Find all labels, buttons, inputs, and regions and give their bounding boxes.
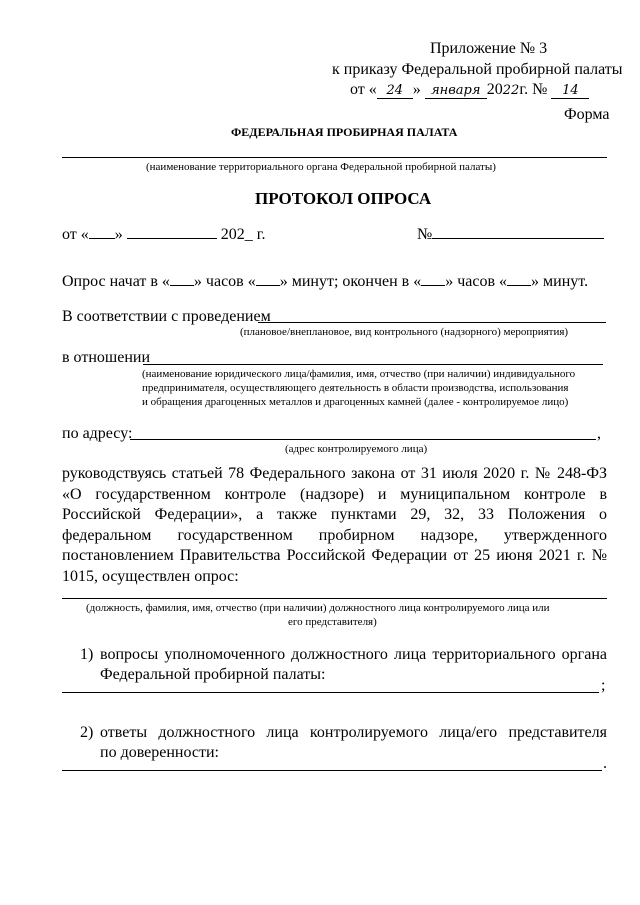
start-hours-field[interactable] [170, 273, 194, 286]
item-1-number: 1) [80, 646, 94, 663]
org-name-line [62, 157, 607, 158]
order-date-after-year: г. № [519, 81, 548, 98]
protocol-day-field[interactable] [89, 226, 115, 239]
end-minutes-field[interactable] [507, 273, 531, 286]
interview-time-line [62, 273, 588, 291]
time-end-label: » минут; окончен в « [279, 273, 422, 290]
regarding-caption-3: и обращения драгоценных металлов и драгоценных камней (далее - контролируемое лицо) [142, 396, 569, 408]
regarding-caption-1: (наименование юридического лица/фамилия, имя, отчество (при наличии) индивидуального [142, 368, 576, 380]
protocol-number-label: № [417, 226, 433, 243]
item-1-answer-field[interactable] [62, 692, 599, 693]
protocol-date [62, 226, 266, 244]
protocol-number [417, 226, 604, 244]
protocol-year: 202_ г. [220, 226, 266, 243]
conduct-field[interactable] [258, 322, 606, 323]
item-1-line-1: вопросы уполномоченного должностного лица территориального органа [100, 646, 607, 663]
address-caption: (адрес контролируемого лица) [285, 443, 428, 455]
protocol-date-from: от « [62, 226, 89, 243]
interviewee-caption-2: его представителя) [288, 616, 377, 628]
interviewee-caption-1: (должность, фамилия, имя, отчество (при наличии) должностного лица контролируемого лица или [86, 602, 550, 614]
item-2-number: 2) [80, 724, 94, 741]
protocol-month-field[interactable] [127, 226, 217, 239]
org-caption: (наименование территориального органа Федеральной пробирной палаты) [146, 161, 496, 173]
org-title: ФЕДЕРАЛЬНАЯ ПРОБИРНАЯ ПАЛАТА [231, 125, 458, 139]
appendix-label: Приложение № 3 [430, 40, 548, 57]
item-2-line-1: ответы должностного лица контролируемого лица/его представителя [100, 724, 607, 741]
address-field[interactable] [130, 439, 596, 440]
order-date-prefix: от « [350, 81, 377, 98]
item-1-end-mark: ; [601, 677, 606, 694]
item-2-line-2: по доверенности: [100, 744, 219, 761]
order-date-day: 24 [377, 83, 413, 99]
form-label: Форма [564, 106, 610, 123]
conduct-label: В соответствии с проведением [62, 308, 271, 325]
interviewee-field[interactable] [62, 598, 607, 599]
order-date-line [350, 81, 589, 99]
address-trailing-comma: , [597, 425, 601, 442]
regarding-field[interactable] [143, 364, 603, 365]
order-date-month: января [425, 83, 487, 99]
item-1-line-2: Федеральной пробирной палаты: [100, 666, 326, 683]
time-hours2-label: » часов « [445, 273, 508, 290]
time-minutes2-label: » минут. [531, 273, 589, 290]
order-reference: к приказу Федеральной пробирной палаты [332, 61, 623, 78]
conduct-caption: (плановое/внеплановое, вид контрольного (надзорного) мероприятия) [240, 326, 569, 338]
regarding-caption-2: предпринимателя, осуществляющего деятельность в области производства, использования [142, 382, 569, 394]
time-start-label: Опрос начат в « [62, 273, 170, 290]
start-minutes-field[interactable] [256, 273, 280, 286]
order-number: 14 [551, 83, 589, 99]
address-label: по адресу: [62, 425, 133, 442]
order-date-year-prefix: 20 [486, 81, 503, 98]
legal-basis-paragraph: руководствуясь статьей 78 Федерального закона от 31 июля 2020 г. № 248-ФЗ «О государственном контроле (надзоре) и муниципальном контроле в Российской Федерации», а также пунктами 29, 32, 33 Положения о федеральном государственном пробирном надзоре, утвержденного постановлением Правительства Российской Федерации от 25 июня 2021 г. № 1015, осуществлен опрос: [62, 465, 607, 585]
protocol-date-close: » [114, 226, 123, 243]
item-2-end-mark: . [603, 755, 607, 772]
doc-title: ПРОТОКОЛ ОПРОСА [255, 189, 432, 208]
protocol-number-field[interactable] [432, 226, 604, 239]
order-date-mid: » [412, 81, 421, 98]
item-2-answer-field[interactable] [62, 770, 602, 771]
regarding-label: в отношении [62, 349, 151, 366]
end-hours-field[interactable] [421, 273, 445, 286]
order-date-year-suffix: 22 [502, 83, 520, 98]
time-hours-label: » часов « [193, 273, 256, 290]
